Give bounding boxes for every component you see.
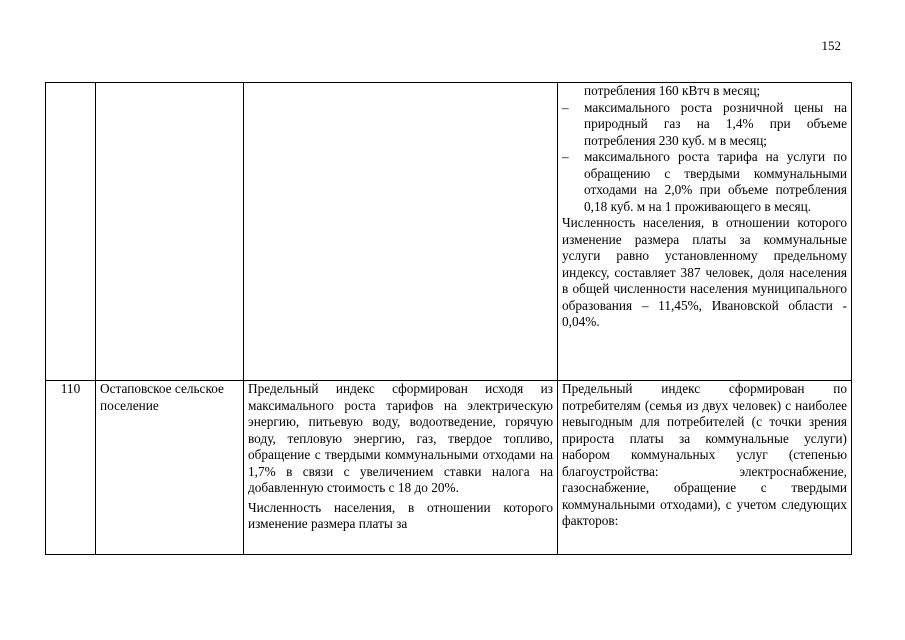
cell-calculation: [558, 83, 852, 381]
table-row-110: [46, 381, 852, 555]
bullet-dash: –: [562, 149, 569, 164]
cell-description-empty: [244, 83, 558, 381]
cell-description: [244, 381, 558, 555]
description-paragraph-1: Предельный индекс сформирован исходя из максимального роста тарифов на электрическую энергию, питьевую воду, водоотведение, горячую воду, тепловую энергию, газ, твердое топливо, обращение с твердыми коммунальными отходами на 1,7% в связи с увеличением ставки налога на добавленную стоимость с 18 до 20%.: [248, 381, 553, 495]
bullet-waste: [562, 149, 847, 215]
table-row-continuation: [46, 83, 852, 381]
page-number: 152: [821, 38, 841, 53]
bullet-continuation-text: потребления 160 кВтч в месяц;: [584, 83, 761, 98]
cell-number-empty: [46, 83, 96, 381]
municipal-index-table: [45, 82, 852, 555]
cell-row-number: 110: [46, 381, 96, 555]
bullet-dash: –: [562, 99, 569, 115]
bullet-gas-text: максимального роста розничной цены на природный газ на 1,4% при объеме потребления 230 куб. м в месяц;: [584, 99, 847, 148]
population-paragraph: Численность населения, в отношении которого изменение размера платы за коммунальные услуги равно установленному предельному индексу, составляет 387 человек, доля населения в общей численности населения муниципального образования – 11,45%, Ивановской области - 0,04%.: [562, 215, 847, 329]
cell-municipality-name: Остаповское сельское поселение: [96, 381, 244, 555]
calculation-paragraph-1: Предельный индекс сформирован по потребителям (семья из двух человек) с наиболее невыгодным для потребителей (с точки зрения прироста платы за коммунальные услуги) набором коммунальных услуг (степенью благоустройства: электроснабжение, газоснабжение, обращение с твердыми коммунальными отходами), с учетом следующих факторов:: [562, 381, 847, 528]
description-paragraph-2: Численность населения, в отношении которого изменение размера платы за: [248, 499, 553, 531]
bullet-gas: [562, 100, 847, 150]
cell-name-empty: [96, 83, 244, 381]
bullet-continuation: [562, 83, 847, 100]
cell-calculation-110: [558, 381, 852, 555]
bullet-waste-text: максимального роста тарифа на услуги по обращению с твердыми коммунальными отходами на 2,0% при объеме потребления 0,18 куб. м на 1 проживающего в месяц.: [584, 149, 847, 214]
